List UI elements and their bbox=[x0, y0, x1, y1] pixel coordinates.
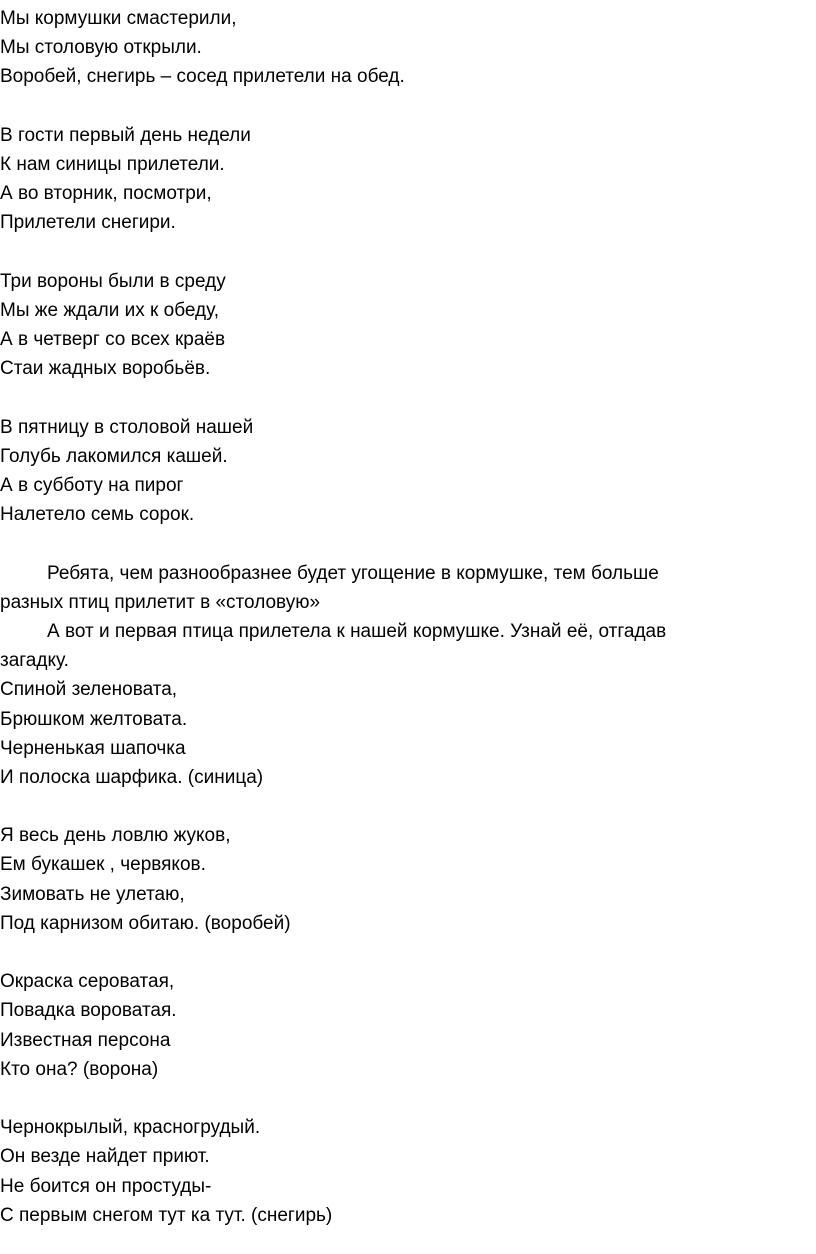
blank-line bbox=[0, 792, 816, 821]
poem-stanza-1 bbox=[0, 4, 816, 92]
poem-line: Прилетели снегири. bbox=[0, 212, 176, 234]
paragraph-line: загадку. bbox=[0, 650, 69, 672]
poem-line: Мы столовую открыли. bbox=[0, 37, 202, 59]
riddle-line: Чернокрылый, красногрудый. bbox=[0, 1117, 261, 1139]
poem-line: В гости первый день недели bbox=[0, 124, 251, 146]
poem-line: Мы кормушки смастерили, bbox=[0, 8, 237, 29]
riddle-line: Зимовать не улетаю, bbox=[0, 883, 185, 905]
poem-line: Воробей, снегирь – сосед прилетели на обед. bbox=[0, 66, 405, 88]
riddle-line: Известная персона bbox=[0, 1029, 171, 1051]
poem-line: В пятницу в столовой нашей bbox=[0, 416, 254, 438]
blank-line bbox=[0, 238, 816, 267]
paragraph-line: Ребята, чем разнообразнее будет угощение в кормушке, тем больше bbox=[47, 562, 659, 584]
poem-line: А в четверг со всех краёв bbox=[0, 329, 226, 351]
paragraph-first-bird bbox=[0, 617, 816, 675]
riddle-line: Спиной зеленовата, bbox=[0, 679, 178, 701]
poem-line: Стаи жадных воробьёв. bbox=[0, 358, 211, 380]
riddle-line: Под карнизом обитаю. (воробей) bbox=[0, 912, 291, 934]
poem-stanza-3 bbox=[0, 267, 816, 384]
riddle-line: И полоска шарфика. (синица) bbox=[0, 766, 264, 788]
poem-line: К нам синицы прилетели. bbox=[0, 153, 225, 175]
poem-line: Три вороны были в среду bbox=[0, 270, 226, 292]
paragraph-variety bbox=[0, 559, 816, 617]
riddle-3 bbox=[0, 967, 816, 1084]
riddle-line: Я весь день ловлю жуков, bbox=[0, 825, 231, 847]
poem-stanza-2 bbox=[0, 121, 816, 238]
riddle-line: Не боится он простуды- bbox=[0, 1175, 212, 1197]
riddle-1 bbox=[0, 675, 816, 792]
poem-line: А в субботу на пирог bbox=[0, 475, 184, 496]
poem-line: Налетело семь сорок. bbox=[0, 504, 195, 526]
riddle-line: Кто она? (ворона) bbox=[0, 1058, 159, 1080]
riddle-line: Брюшком желтовата. bbox=[0, 708, 188, 730]
riddle-line: С первым снегом тут ка тут. (снегирь) bbox=[0, 1204, 333, 1226]
riddle-line: Он везде найдет приют. bbox=[0, 1146, 210, 1168]
poem-stanza-4 bbox=[0, 413, 816, 530]
blank-line bbox=[0, 529, 816, 558]
blank-line bbox=[0, 1084, 816, 1113]
poem-line: Голубь лакомился кашей. bbox=[0, 445, 228, 467]
riddle-4 bbox=[0, 1113, 816, 1230]
riddle-2 bbox=[0, 821, 816, 938]
riddle-line: Ем букашек , червяков. bbox=[0, 854, 206, 876]
paragraph-line: А вот и первая птица прилетела к нашей кормушке. Узнай её, отгадав bbox=[47, 620, 667, 642]
blank-line bbox=[0, 383, 816, 412]
riddle-line: Окраска сероватая, bbox=[0, 971, 175, 993]
blank-line bbox=[0, 92, 816, 121]
riddle-line: Повадка вороватая. bbox=[0, 1000, 177, 1022]
riddle-line: Черненькая шапочка bbox=[0, 737, 186, 759]
blank-line bbox=[0, 938, 816, 967]
paragraph-line: разных птиц прилетит в «столовую» bbox=[0, 591, 321, 613]
poem-line: Мы же ждали их к обеду, bbox=[0, 299, 219, 321]
poem-line: А во вторник, посмотри, bbox=[0, 183, 212, 205]
